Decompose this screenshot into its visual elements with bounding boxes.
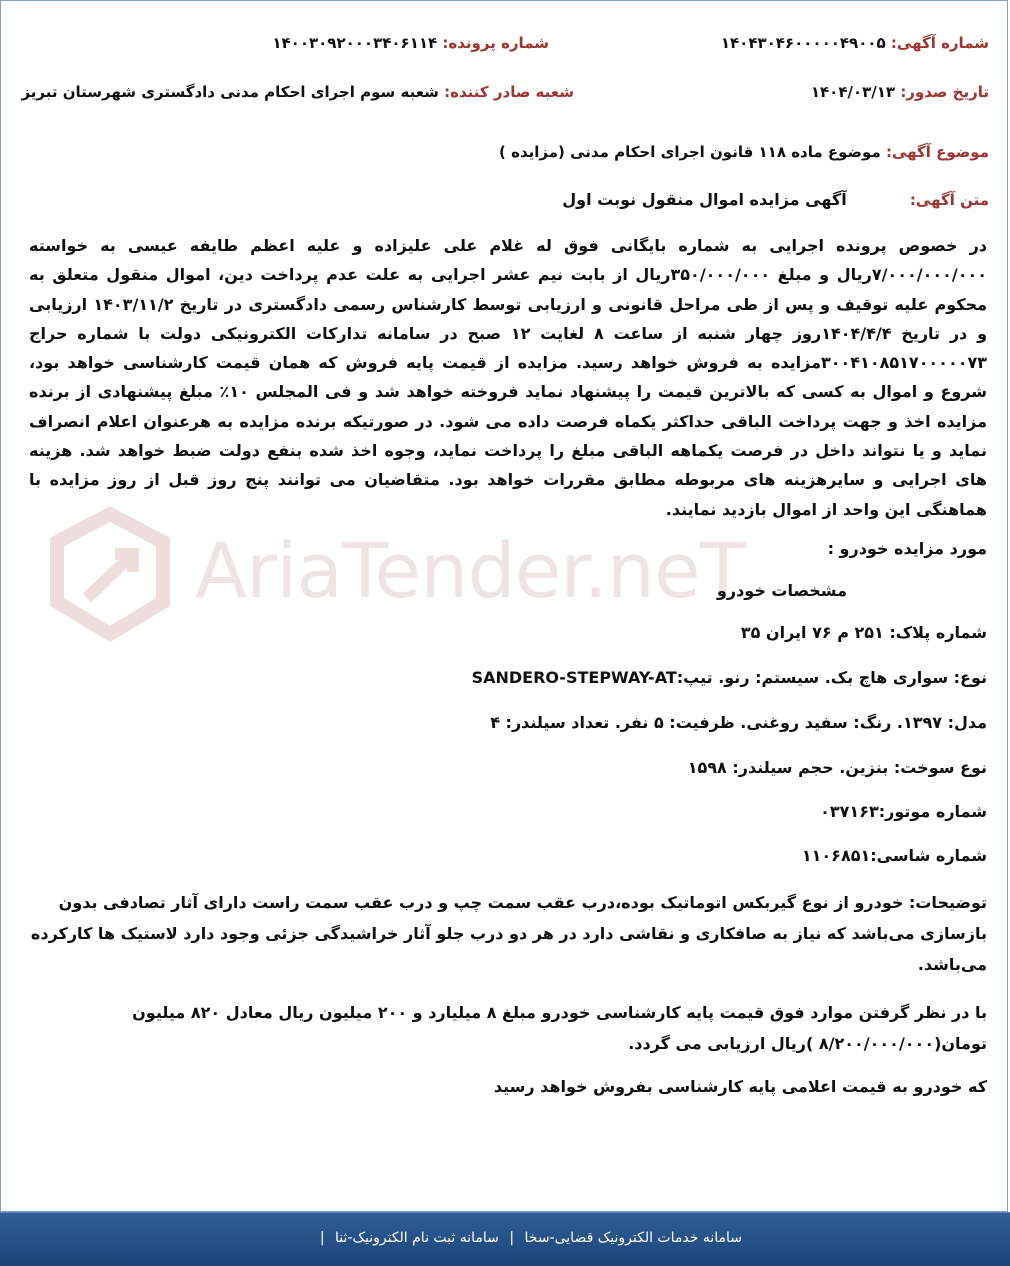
footer-bar: [0, 1212, 1010, 1266]
notice-text-title: آگهی مزایده اموال منقول نوبت اول: [562, 190, 847, 209]
issue-date: [811, 83, 989, 101]
issue-date-label: تاریخ صدور:: [900, 83, 989, 101]
vehicle-type: نوع: سواری هاچ بک. سیستم: رنو. تیپ:SANDERO-STEPWAY-AT: [471, 668, 987, 687]
notice-subject-label: موضوع آگهی:: [885, 143, 989, 161]
case-number: [272, 34, 549, 52]
footer-links: [314, 1230, 742, 1246]
footer-link-sakha[interactable]: سامانه خدمات الکترونیک قضایی-سخا: [524, 1230, 742, 1246]
footer-link-sana[interactable]: سامانه ثبت نام الکترونیک-ثنا: [335, 1230, 499, 1246]
case-number-value: ۱۴۰۰۳۰۹۲۰۰۰۳۴۰۶۱۱۴: [272, 34, 438, 52]
vehicle-model: مدل: ۱۳۹۷. رنگ: سفید روغنی. ظرفیت: ۵ نفر. تعداد سیلندر: ۴: [490, 713, 987, 732]
notice-subject-value: موضوع ماده ۱۱۸ قانون اجرای احکام مدنی (مزایده ): [499, 143, 881, 161]
watermark: [45, 506, 746, 656]
watermark-logo-icon: [45, 506, 175, 646]
issuer-label: شعبه صادر کننده:: [444, 83, 574, 101]
vehicle-spec-heading: مشخصات خودرو: [716, 581, 847, 600]
watermark-text: AriaTender.neT: [195, 526, 746, 615]
issue-date-value: ۱۴۰۴/۰۳/۱۳: [810, 83, 896, 101]
auction-item-heading: مورد مزایده خودرو :: [827, 539, 987, 558]
notice-number: [721, 34, 989, 52]
notice-text-label: متن آگهی:: [909, 191, 989, 209]
vehicle-fuel: نوع سوخت: بنزین. حجم سیلندر: ۱۵۹۸: [687, 758, 987, 777]
issuer: [21, 83, 574, 101]
notice-subject: [499, 143, 989, 161]
footer-separator-end: |: [319, 1230, 325, 1246]
notice-number-label: شماره آگهی:: [890, 34, 989, 52]
case-number-label: شماره پرونده:: [442, 34, 549, 52]
footer-separator: |: [509, 1230, 515, 1246]
closing-note: که خودرو به قیمت اعلامی پایه کارشناسی بفروش خواهد رسید: [493, 1077, 987, 1096]
issuer-value: شعبه سوم اجرای احکام مدنی دادگستری شهرستان تبریز: [21, 83, 439, 101]
notice-number-value: ۱۴۰۴۳۰۴۶۰۰۰۰۰۴۹۰۰۵: [720, 34, 886, 52]
vehicle-valuation: با در نظر گرفتن موارد فوق قیمت پایه کارشناسی خودرو مبلغ ۸ میلیارد و ۲۰۰ میلیون ریال معادل ۸۲۰ میلیون تومان(۸/۲۰۰/۰۰۰/۰۰۰ )ریال ارزیابی می گردد.: [132, 1003, 987, 1053]
engine-number: شماره موتور:۰۳۷۱۶۳: [820, 802, 987, 821]
notice-body-paragraph: در خصوص پرونده اجرایی به شماره بایگانی فوق له غلام علی علیزاده و علیه اعظم طایفه عیسی به خواسته ۷/۰۰۰/۰۰۰/۰۰۰ریال و مبلغ ۳۵۰/۰۰۰/۰۰۰ریال از بابت نیم عشر اجرایی به علت عدم پرداخت دین، اموال منقول متعلق به محکوم علیه توقیف و پس از طی مراحل قانونی و ارزیابی توسط کارشناس رسمی دادگستری در تاریخ ۱۴۰۳/۱۱/۲ ارزیابی و در تاریخ ۱۴۰۴/۴/۴روز چهار شنبه از ساعت ۸ لغایت ۱۲ صبح در سامانه تدارکات الکترونیکی دولت با شماره حراج ۳۰۰۴۱۰۸۵۱۷۰۰۰۰۰۷۳مزایده به فروش خواهد رسید. مزایده از قیمت پایه فروش که همان قیمت کارشناسی خواهد بود، شروع و اموال به کسی که بالاترین قیمت را پیشنهاد نماید فروخته خواهد شد و فی المجلس ۱۰٪ مبلغ پیشنهادی از برنده مزایده اخذ و جهت پرداخت الباقی حداکثر یکماه فرصت داده می شود. در صورتیکه برنده مزایده به هرعنوان اعلام انصراف نماید و یا نتواند داخل در فرصت یکماهه الباقی مبلغ را پرداخت نماید، وجوه اخذ شده بنفع دولت ضبط خواهد شد. هزینه های اجرایی و سایرهزینه های مربوطه مطابق مقررات خواهد بود. متقاضیان می توانند پنج روز قبل از روز مزایده با هماهنگی این واحد از اموال بازدید نمایند.: [29, 236, 988, 519]
chassis-number: شماره شاسی:۱۱۰۶۸۵۱: [801, 846, 987, 865]
vehicle-description: توضیحات: خودرو از نوع گیربکس اتوماتیک بوده،درب عقب سمت چپ و درب عقب سمت راست دارای آثار تصادفی بدون بازسازی می‌باشد که نیاز به صافکاری و نقاشی دارد در هر دو درب جلو آثار خراشیدگی جزئی وجود دارد لاستیک ها کارکرده می‌باشد.: [30, 893, 987, 974]
notice-text-heading: [562, 190, 989, 209]
vehicle-plate: شماره پلاک: ۲۵۱ م ۷۶ ایران ۳۵: [740, 623, 987, 642]
